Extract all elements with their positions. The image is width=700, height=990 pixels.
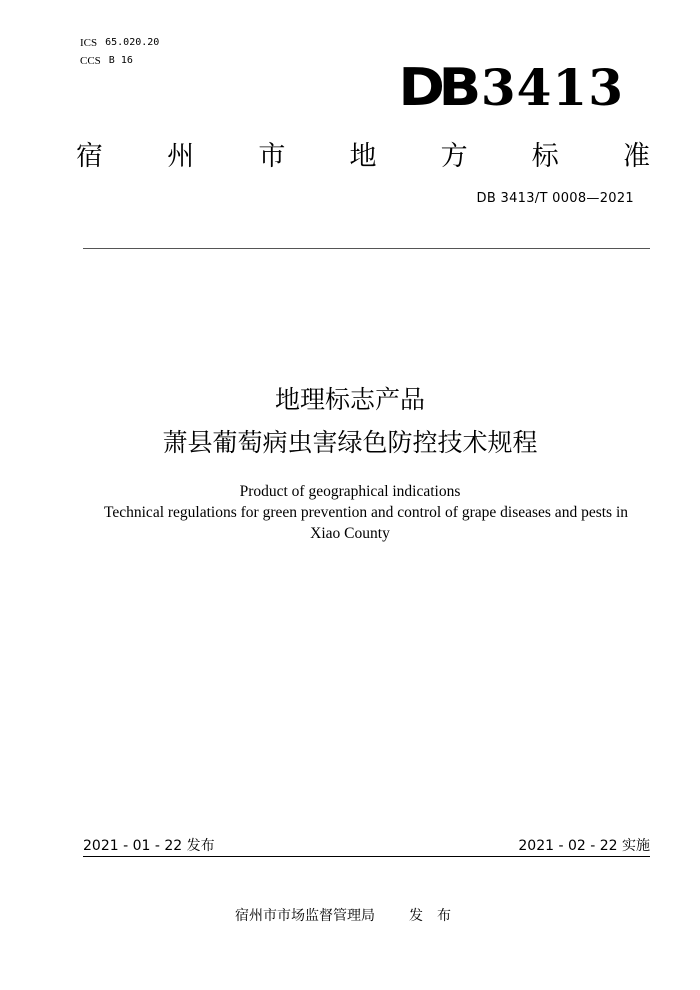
publisher-name: 宿州市市场监督管理局: [235, 908, 375, 924]
standard-mark: [398, 58, 624, 118]
chinese-title-line-2: 萧县葡萄病虫害绿色防控技术规程: [162, 428, 538, 457]
standard-type-char: 准: [622, 141, 650, 172]
ics-value: 65.020.20: [105, 37, 160, 48]
standard-mark-prefix: DB: [398, 58, 475, 118]
publish-action: 发布: [409, 908, 465, 924]
standard-number: DB 3413/T 0008—2021: [476, 191, 634, 206]
implementation-date: 2021 - 02 - 22 实施: [518, 838, 650, 854]
publisher-line: [0, 905, 700, 925]
ics-label: ICS: [80, 37, 98, 49]
classification-codes: [80, 34, 159, 70]
standard-mark-code: 3413: [480, 58, 624, 117]
ccs-row: [80, 52, 159, 70]
ccs-value: B 16: [108, 55, 133, 66]
standard-type-heading: [76, 134, 650, 173]
standard-type-char: 标: [531, 141, 559, 172]
ics-row: [80, 34, 159, 52]
standard-type-char: 宿: [76, 141, 103, 172]
issue-date: 2021 - 01 - 22 发布: [83, 838, 215, 854]
english-title-line-1: Product of geographical indications: [239, 483, 461, 500]
standard-type-char: 方: [440, 141, 468, 172]
standard-type-char: 地: [349, 141, 377, 172]
ccs-label: CCS: [80, 55, 101, 67]
english-title-line-2: Technical regulations for green prevention and control of grape diseases and pests in: [103, 504, 628, 521]
standard-type-char: 市: [258, 141, 286, 172]
standard-type-char: 州: [167, 141, 195, 172]
english-title-line-3: Xiao County: [310, 525, 390, 542]
top-divider: [83, 248, 650, 249]
bottom-divider: [83, 856, 650, 857]
chinese-title-line-1: 地理标志产品: [274, 385, 425, 414]
